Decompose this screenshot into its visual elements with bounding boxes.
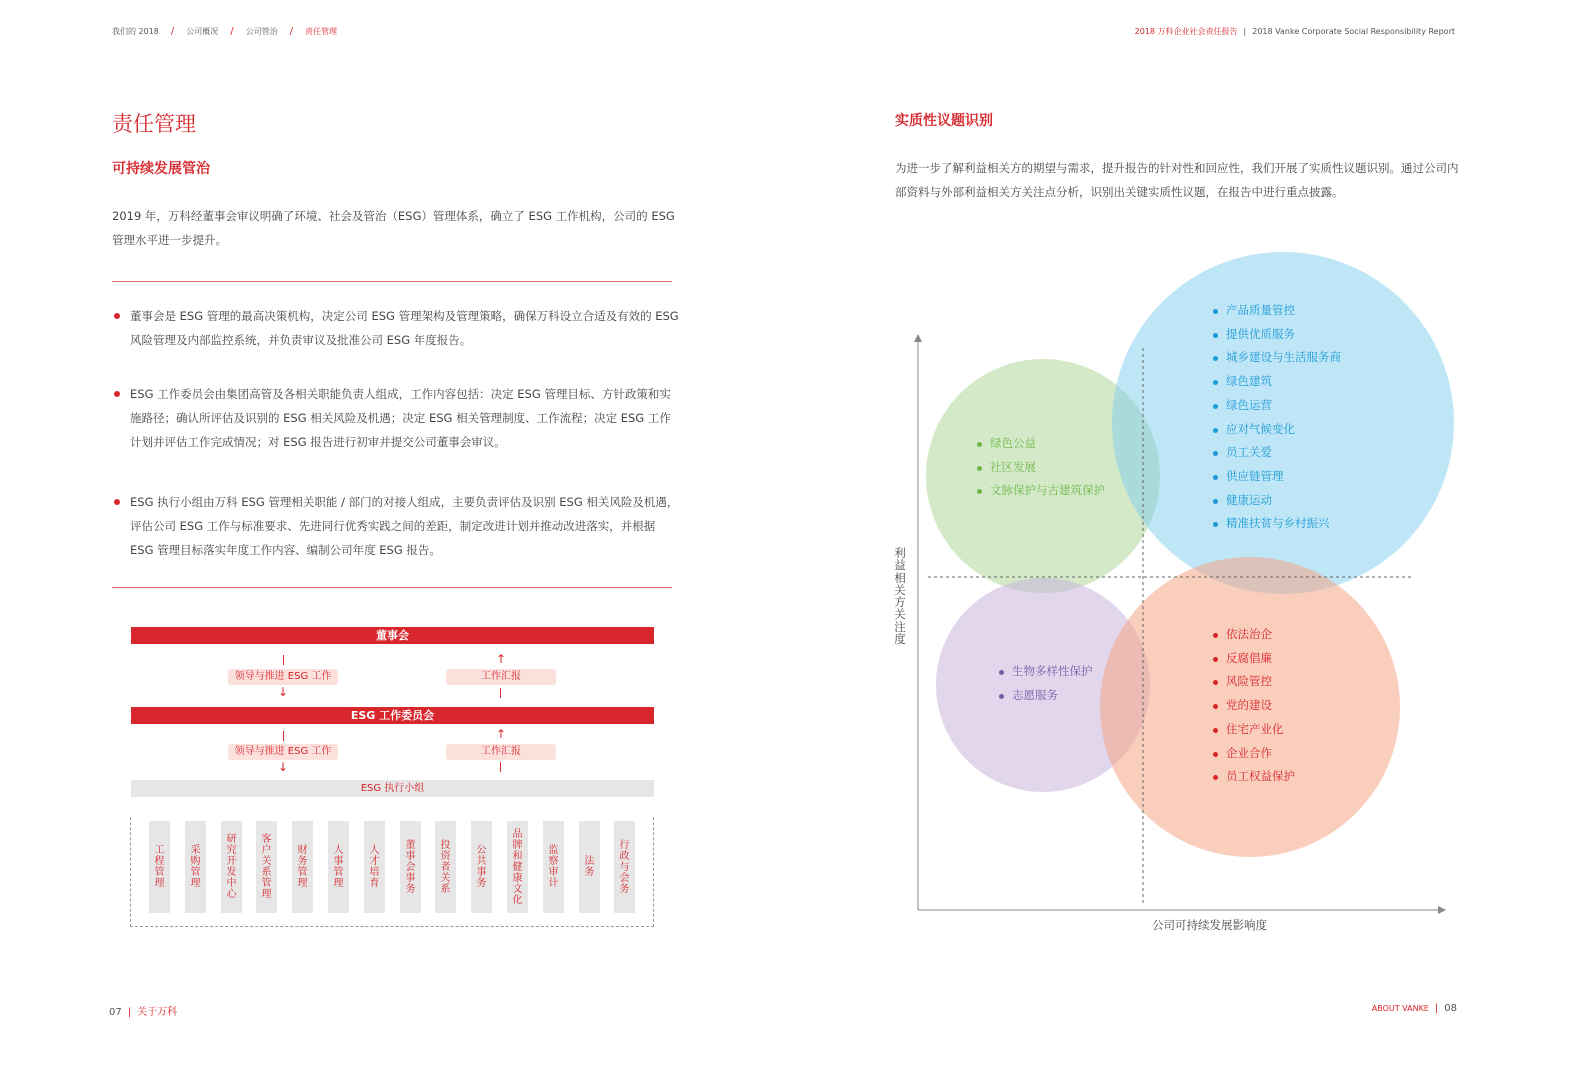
divider-bottom [112,587,672,588]
lead-label: 领导与推进 ESG 工作 [228,669,338,685]
section-title: 实质性议题识别 [895,113,993,129]
topic-item: 反腐倡廉 [1213,647,1295,671]
breadcrumb-separator: / [170,26,175,37]
topic-item: 应对气候变化 [1213,418,1341,442]
bullet-text: ESG 执行小组由万科 ESG 管理相关职能 / 部门的对接人组成，主要负责评估及识别 ESG 相关风险及机遇，评估公司 ESG 工作与标准要求、先进同行优秀实践之间的差距，制定改进计划并推动改进落实，并根据 ESG 管理目标落实年度工作内容、编制公司年度 ESG 报告。 [130,495,679,557]
department-item [256,821,277,913]
breadcrumb [112,26,337,37]
arrow-up-icon: ↑ [495,727,507,741]
footer-right [1372,1003,1457,1014]
department-item [579,821,600,913]
org-committee: ESG 工作委员会 [131,707,654,724]
y-axis-label: 利益相关方关注度 [894,546,906,647]
topic-item: 志愿服务 [999,684,1093,708]
department-item [221,821,242,913]
bullet-item [114,382,680,454]
topic-item: 员工关爱 [1213,441,1341,465]
topic-list-green [977,432,1105,503]
report-label: 工作汇报 [446,744,556,760]
topic-list-red [1213,623,1295,789]
breadcrumb-item[interactable]: 公司概况 [186,27,219,36]
footer-divider: | [1434,1003,1439,1014]
topic-item: 文脉保护与古建筑保护 [977,479,1105,503]
topic-item: 城乡建设与生活服务商 [1213,346,1341,370]
report-title-cn: 2018 万科企业社会责任报告 [1134,27,1238,36]
connector-line [500,688,501,698]
topic-item: 依法治企 [1213,623,1295,647]
y-axis-arrow [914,334,922,342]
department-label: 品牌和健康文化 [512,828,523,906]
org-exec-group: ESG 执行小组 [131,780,654,797]
report-header [1135,26,1455,37]
department-item [364,821,385,913]
department-item [435,821,456,913]
topic-item: 绿色运营 [1213,394,1341,418]
org-board: 董事会 [131,627,654,644]
department-label: 人事管理 [333,845,344,889]
arrow-down-icon: ↓ [277,685,289,699]
bullet-text: ESG 工作委员会由集团高管及各相关职能负责人组成，工作内容包括：决定 ESG 管理目标、方针政策和实施路径；确认所评估及识别的 ESG 相关风险及机遇；决定 ESG 相关管理制度、工作流程；决定 ESG 工作计划并评估工作完成情况；对 ESG 报告进行初审并提交公司董事会审议。 [130,387,671,449]
department-label: 采购管理 [190,845,201,889]
bullet-dot [114,499,120,505]
topic-item: 精准扶贫与乡村振兴 [1213,512,1341,536]
topic-item: 生物多样性保护 [999,660,1093,684]
department-item [543,821,564,913]
page-title: 责任管理 [112,112,196,136]
department-item [328,821,349,913]
page-number: 08 [1444,1003,1457,1014]
department-label: 财务管理 [297,845,308,889]
bullet-item [114,304,680,352]
bullet-text: 董事会是 ESG 管理的最高决策机构，决定公司 ESG 管理架构及管理策略，确保万科设立合适及有效的 ESG 风险管理及内部监控系统，并负责审议及批准公司 ESG 年度报告。 [130,309,679,347]
report-title-en: 2018 Vanke Corporate Social Responsibility Report [1252,27,1455,36]
topic-list-purple [999,660,1093,707]
topic-item: 绿色建筑 [1213,370,1341,394]
department-label: 客户关系管理 [261,834,272,900]
department-item [292,821,313,913]
department-label: 法务 [584,856,595,878]
arrow-up-icon: ↑ [495,652,507,666]
page-number: 07 [109,1007,122,1018]
bullet-dot [114,391,120,397]
bullet-item [114,490,680,562]
header-divider: | [1243,27,1247,36]
department-label: 行政与会务 [619,839,630,895]
topic-item: 员工权益保护 [1213,765,1295,789]
report-label: 工作汇报 [446,669,556,685]
department-item [149,821,170,913]
connector-line [283,655,284,665]
footer-section: 关于万科 [137,1007,178,1018]
materiality-chart [880,240,1480,930]
department-item [614,821,635,913]
topic-item: 党的建设 [1213,694,1295,718]
connector-line [500,762,501,772]
breadcrumb-item[interactable]: 我们的 2018 [112,27,159,36]
department-item [507,821,528,913]
breadcrumb-separator: / [289,26,294,37]
department-label: 监察审计 [548,845,559,889]
department-item [185,821,206,913]
breadcrumb-separator: / [230,26,234,37]
topic-item: 住宅产业化 [1213,718,1295,742]
breadcrumb-item[interactable]: 公司管治 [245,27,278,36]
department-label: 研究开发中心 [226,834,237,900]
topic-item: 绿色公益 [977,432,1105,456]
lead-label: 领导与推进 ESG 工作 [228,744,338,760]
intro-paragraph: 2019 年，万科经董事会审议明确了环境、社会及管治（ESG）管理体系，确立了 ESG 工作机构，公司的 ESG 管理水平进一步提升。 [112,209,675,247]
breadcrumb-current[interactable]: 责任管理 [305,27,338,36]
topic-item: 供应链管理 [1213,465,1341,489]
footer-section: ABOUT VANKE [1371,1004,1429,1013]
footer-left [109,1003,177,1018]
intro-paragraph: 为进一步了解利益相关方的期望与需求，提升报告的针对性和回应性，我们开展了实质性议题识别。通过公司内部资料与外部利益相关方关注点分析，识别出关键实质性议题，在报告中进行重点披露。 [895,161,1459,199]
topic-item: 健康运动 [1213,489,1341,513]
department-item [471,821,492,913]
topic-list-blue [1213,299,1341,536]
divider-top [112,281,672,282]
department-label: 人才培育 [369,845,380,889]
department-item [400,821,421,913]
arrow-down-icon: ↓ [277,760,289,774]
topic-item: 风险管控 [1213,670,1295,694]
topic-item: 提供优质服务 [1213,323,1341,347]
department-label: 公共事务 [476,845,487,889]
connector-line [283,731,284,741]
department-label: 投资者关系 [440,839,451,895]
bullet-dot [114,313,120,319]
x-axis-label: 公司可持续发展影响度 [1152,918,1267,932]
topic-item: 社区发展 [977,456,1105,480]
department-label: 工程管理 [154,845,165,889]
section-title: 可持续发展管治 [112,161,210,177]
topic-item: 产品质量管控 [1213,299,1341,323]
x-axis-arrow [1438,906,1446,914]
department-label: 董事会事务 [405,839,416,895]
footer-divider: | [127,1007,132,1018]
topic-item: 企业合作 [1213,742,1295,766]
department-group [130,817,654,927]
